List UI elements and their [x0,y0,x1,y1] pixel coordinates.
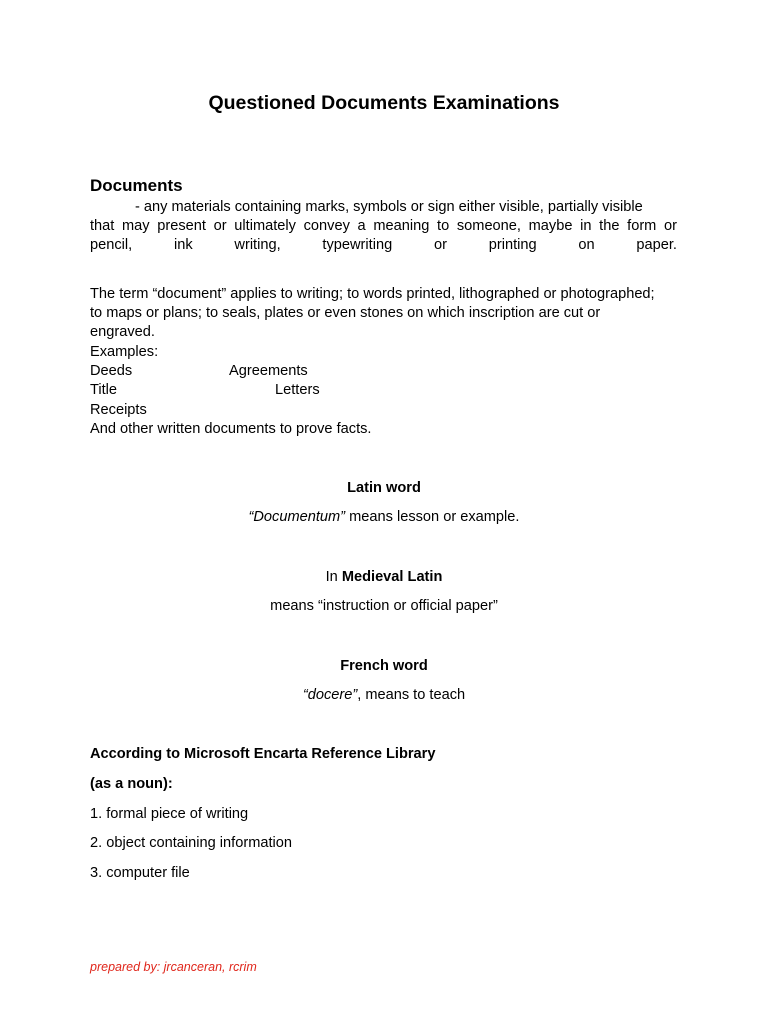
example-item: Letters [275,382,320,398]
encarta-list-item: 1. formal piece of writing [90,806,249,822]
medieval-heading [0,568,768,587]
latin-term: “Documentum” [248,509,346,525]
footer-credit: prepared by: jrcanceran, rcrim [90,960,257,974]
french-term: “docere” [302,687,358,703]
term-line-1: The term “document” applies to writing; to words printed, lithographed or photographed; [90,286,655,302]
examples-closing: And other written documents to prove facts. [90,421,372,437]
encarta-subheading: (as a noun): [90,776,173,792]
term-line-3: engraved. [90,324,155,340]
latin-definition [0,508,768,527]
latin-heading: Latin word [347,480,421,496]
section-heading-documents: Documents [90,176,183,195]
example-item: Agreements [229,363,308,379]
definition-line-2: that may present or ultimately convey a meaning to someone, maybe in the form or [90,218,677,234]
definition-line-1: - any materials containing marks, symbols or sign either visible, partially visible [135,199,643,215]
examples-label: Examples: [90,344,159,360]
encarta-list-item: 2. object containing information [90,835,293,851]
latin-meaning: means lesson or example. [345,509,520,525]
medieval-meaning: means “instruction or official paper” [270,598,498,614]
medieval-heading-text: Medieval Latin [341,569,443,585]
encarta-heading: According to Microsoft Encarta Reference Library [90,746,436,762]
medieval-prefix: In [325,569,342,585]
definition-line-3: pencil, ink writing, typewriting or printing on paper. [90,237,677,253]
term-line-2: to maps or plans; to seals, plates or even stones on which inscription are cut or [90,305,601,321]
encarta-list-item: 3. computer file [90,865,190,881]
french-meaning: , means to teach [357,687,466,703]
french-heading: French word [340,658,428,674]
example-item: Deeds [90,363,133,379]
page-title: Questioned Documents Examinations [208,92,560,114]
example-item: Title [90,382,118,398]
french-definition [0,686,768,705]
example-item: Receipts [90,402,147,418]
